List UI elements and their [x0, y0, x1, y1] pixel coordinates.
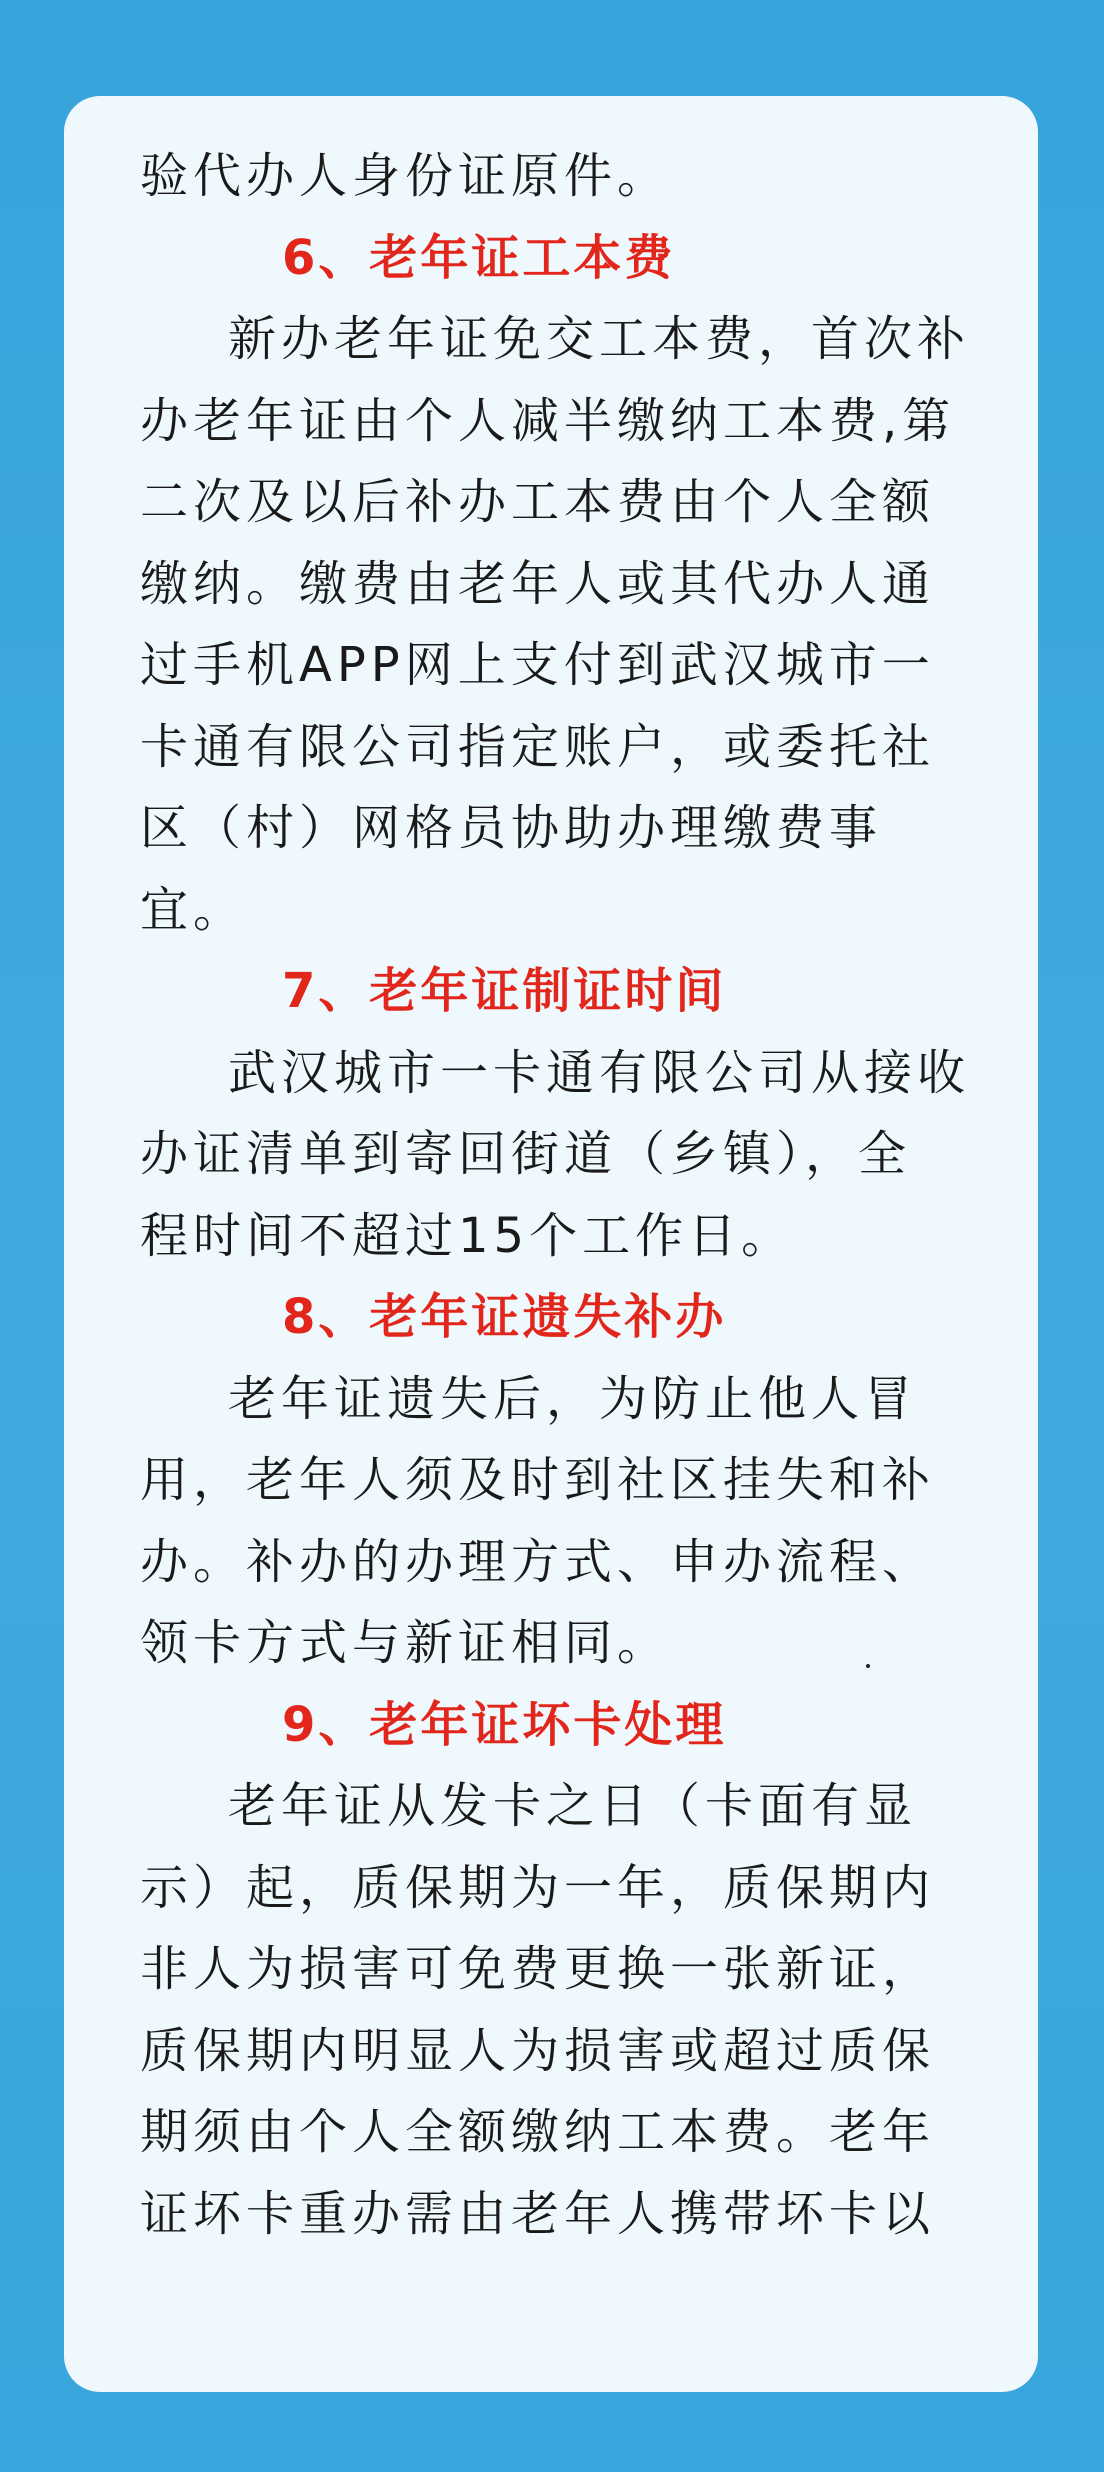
section-9-line: 非人为损害可免费更换一张新证，: [140, 1941, 936, 1997]
section-7-line: 办证清单到寄回街道（乡镇），全: [140, 1126, 912, 1182]
section-8-line: 办。补办的办理方式、申办流程、: [140, 1533, 936, 1590]
section-6-line: 区（村）网格员协助办理缴费事: [140, 800, 883, 856]
section-7-heading: 7、老年证制证时间: [282, 963, 727, 1019]
section-6-line: 缴纳。缴费由老年人或其代办人通: [140, 555, 936, 612]
section-8-line: 领卡方式与新证相同。: [140, 1615, 671, 1671]
section-8-line: 老年证遗失后，为防止他人冒: [228, 1370, 918, 1427]
section-9-heading: 9、老年证坏卡处理: [282, 1696, 727, 1753]
section-7-line: 武汉城市一卡通有限公司从接收: [228, 1044, 971, 1101]
section-9-line: 质保期内明显人为损害或超过质保: [140, 2022, 936, 2079]
section-7-line: 程时间不超过15个工作日。: [140, 1207, 795, 1264]
section-5-tail-line: 验代办人身份证原件。: [140, 148, 671, 204]
section-9-line: 示）起，质保期为一年，质保期内: [140, 1859, 936, 1916]
section-6-line: 新办老年证免交工本费，首次补: [228, 311, 971, 367]
section-6-line: 卡通有限公司指定账户，或委托社: [140, 718, 936, 775]
section-6-line: 过手机APP网上支付到武汉城市一: [140, 637, 935, 693]
section-6-line: 办老年证由个人减半缴纳工本费,第: [140, 392, 956, 449]
section-6-line: 二次及以后补办工本费由个人全额: [140, 474, 936, 530]
scan-speck: [866, 1664, 870, 1668]
section-6-heading: 6、老年证工本费: [282, 229, 676, 286]
content-panel: [64, 96, 1038, 2392]
section-8-line: 用，老年人须及时到社区挂失和补: [140, 1452, 936, 1508]
section-9-line: 证坏卡重办需由老年人携带坏卡以: [140, 2185, 936, 2242]
section-8-heading: 8、老年证遗失补办: [282, 1289, 727, 1345]
section-6-line: 宜。: [140, 881, 247, 938]
section-9-line: 期须由个人全额缴纳工本费。老年: [140, 2104, 936, 2160]
section-9-line: 老年证从发卡之日（卡面有显: [228, 1778, 918, 1834]
